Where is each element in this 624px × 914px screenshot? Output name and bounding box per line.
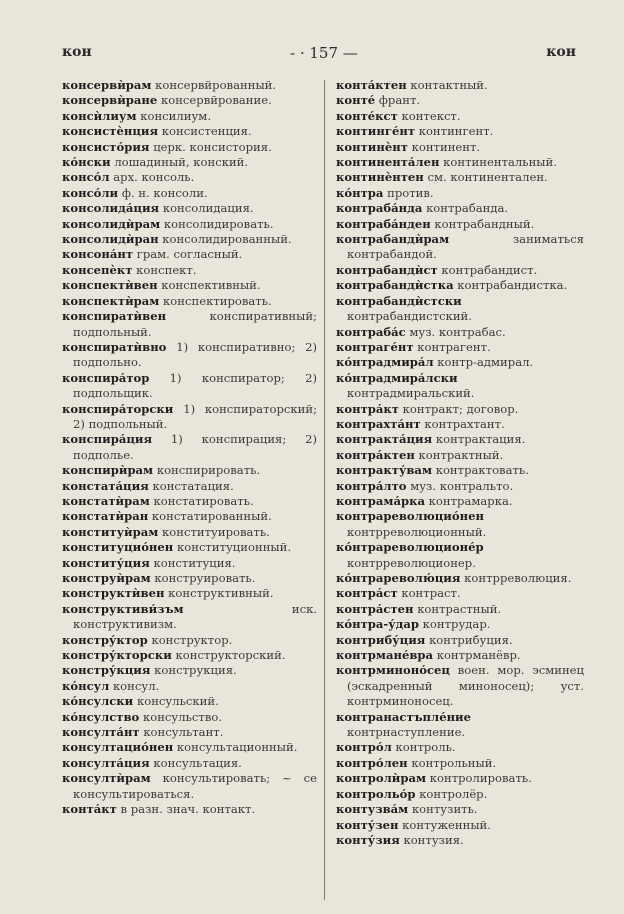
dictionary-entry (62, 633, 317, 648)
headword: ко́нтрадмира́лски (336, 370, 458, 385)
headword: контрама́рка (336, 493, 425, 508)
translation: 1) конспиративно; 2) подпольно. (73, 339, 318, 370)
translation: грам. согласный. (136, 247, 243, 262)
dictionary-entry (62, 586, 317, 601)
headword: конту́зия (336, 832, 400, 847)
dictionary-entry (336, 818, 584, 833)
headword: контрибу́ция (336, 632, 426, 647)
dictionary-entry (62, 602, 317, 633)
dictionary-entry (336, 340, 584, 355)
headword: консепѐкт (62, 262, 133, 277)
headword: конта́ктен (336, 78, 407, 92)
headword: констру́ктор (62, 632, 148, 647)
column-divider (324, 80, 325, 900)
dictionary-entry (62, 802, 317, 817)
headword: ко́нтрареволю́ция (336, 571, 461, 585)
translation: иск. конструктивизм. (73, 601, 317, 632)
dictionary-entry (336, 448, 584, 463)
headword: консо́ли (62, 185, 119, 200)
translation: консультационный. (176, 740, 298, 755)
translation: контрадмиральский. (347, 386, 475, 401)
translation: конструктивный. (168, 586, 274, 601)
translation: франт. (378, 93, 421, 108)
left-column (62, 78, 317, 818)
translation: контр-адмирал. (437, 355, 534, 370)
translation: 1) конспиратор; 2) подпольщик. (73, 370, 317, 401)
dictionary-entry (62, 463, 317, 478)
dictionary-entry (62, 648, 317, 663)
translation: воен. мор. эсминец (эскадренный миноносец); уст. контрминоносец. (347, 663, 584, 709)
dictionary-entry (336, 617, 584, 632)
headword: консулта́нт (62, 725, 140, 740)
translation: консультация. (153, 755, 242, 770)
dictionary-entry (336, 155, 584, 170)
headword: конструѝрам (62, 571, 151, 585)
headword: консисто́рия (62, 139, 150, 154)
dictionary-entry (62, 756, 317, 771)
headword: ко́нсулски (62, 694, 134, 709)
headword: континента́лен (336, 155, 440, 170)
headword: констатѝрам (62, 493, 150, 508)
dictionary-entry (336, 93, 584, 108)
translation: контекст. (401, 108, 461, 123)
headword: контранастъпле́ние (336, 709, 472, 724)
translation: конспирировать. (156, 463, 261, 478)
dictionary-entry (336, 417, 584, 432)
dictionary-entry (62, 479, 317, 494)
translation: церк. консистория. (153, 139, 272, 154)
headword: контрольо́р (336, 786, 416, 801)
translation: контрабандный. (434, 216, 535, 231)
translation: консилиум. (140, 108, 212, 123)
dictionary-entry (62, 263, 317, 278)
dictionary-entry (336, 509, 584, 540)
translation: консолидировать. (163, 216, 274, 231)
dictionary-entry (336, 78, 584, 93)
headword: конспира́торски (62, 401, 174, 416)
dictionary-entry (62, 340, 317, 371)
headword: конспиратѝвен (62, 309, 167, 324)
translation: контрабандист. (441, 262, 538, 277)
translation: консолидация. (162, 201, 254, 216)
dictionary-entry (336, 201, 584, 216)
dictionary-entry (336, 756, 584, 771)
translation: ф. н. консоли. (121, 185, 208, 200)
dictionary-entry (336, 170, 584, 185)
dictionary-entry (336, 540, 584, 571)
headword: конспира́тор (62, 370, 150, 385)
headword: конспира́ция (62, 432, 153, 447)
headword: консолидѝран (62, 232, 159, 247)
headword: контро́л (336, 740, 392, 755)
header-right-guide-word: кон (546, 44, 576, 60)
translation: см. континентален. (427, 170, 548, 185)
headword: контра́ст (336, 586, 398, 601)
translation: контрахтант. (424, 416, 505, 431)
translation: контрреволюционный. (347, 524, 487, 539)
headword: контра́стен (336, 601, 414, 616)
dictionary-entry (62, 694, 317, 709)
dictionary-entry (336, 602, 584, 617)
headword: консѝлиум (62, 108, 137, 123)
headword: контраба́с (336, 324, 406, 339)
dictionary-entry (62, 525, 317, 540)
headword: консервѝрам (62, 78, 152, 92)
translation: контролёр. (419, 786, 488, 801)
translation: муз. контральто. (410, 478, 514, 493)
dictionary-entry (62, 571, 317, 586)
headword: конструктѝвен (62, 586, 165, 601)
translation: континент. (411, 139, 481, 154)
translation: конспиративный; подпольный. (73, 309, 317, 339)
dictionary-entry (336, 217, 584, 232)
translation: конституция. (153, 555, 236, 570)
headword: контра́кт (336, 401, 399, 416)
dictionary-entry (62, 93, 317, 108)
headword: контрабандѝрам (336, 232, 450, 247)
translation: контрабандистка. (457, 278, 568, 293)
translation: контрабандистский. (347, 309, 472, 324)
dictionary-entry (62, 679, 317, 694)
translation: контроль. (395, 740, 456, 755)
headword: конструктиви́зъм (62, 601, 184, 616)
dictionary-entry (62, 109, 317, 124)
dictionary-entry (62, 140, 317, 155)
headword: контрабандѝст (336, 262, 438, 277)
headword: конститу́ция (62, 555, 150, 570)
dictionary-entry (336, 124, 584, 139)
dictionary-entry (62, 124, 317, 139)
page-number: - · 157 — (290, 44, 358, 62)
dictionary-entry (336, 787, 584, 802)
dictionary-entry (336, 802, 584, 817)
headword: контролѝрам (336, 771, 427, 786)
headword: контрареволюцио́нен (336, 509, 484, 524)
headword: консултацио́нен (62, 740, 174, 755)
dictionary-entry (336, 463, 584, 478)
headword: континѐнт (336, 139, 408, 154)
translation: конструктор. (151, 632, 233, 647)
translation: конспект. (136, 262, 197, 277)
translation: конституировать. (162, 524, 270, 539)
translation: контрабанда. (426, 201, 509, 216)
dictionary-entry (62, 201, 317, 216)
translation: конспективный. (161, 278, 261, 293)
translation: муз. контрабас. (409, 324, 506, 339)
dictionary-entry (336, 494, 584, 509)
dictionary-entry (336, 833, 584, 848)
translation: контрольный. (411, 755, 497, 770)
headword: контракту́вам (336, 463, 433, 478)
dictionary-entry (336, 140, 584, 155)
dictionary-entry (336, 278, 584, 293)
dictionary-entry (336, 109, 584, 124)
dictionary-entry (62, 540, 317, 555)
headword: консистѐнция (62, 124, 159, 139)
translation: контузия. (403, 832, 464, 847)
dictionary-entry (62, 556, 317, 571)
headword: конспектѝрам (62, 293, 160, 308)
translation: контролировать. (429, 771, 532, 786)
translation: контингент. (418, 124, 494, 139)
dictionary-entry (62, 170, 317, 185)
headword: ко́нсулство (62, 709, 140, 724)
dictionary-entry (336, 232, 584, 263)
headword: конте́ (336, 93, 376, 108)
dictionary-entry (336, 355, 584, 370)
headword: конспирѝрам (62, 463, 154, 478)
translation: консул. (112, 678, 160, 693)
translation: констатировать. (153, 493, 254, 508)
headword: констата́ция (62, 478, 149, 493)
headword: контро́лен (336, 755, 408, 770)
translation: конституционный. (176, 540, 292, 555)
dictionary-entry (336, 663, 584, 709)
headword: континге́нт (336, 124, 416, 139)
translation: заниматься контрабандой. (347, 232, 584, 262)
translation: континентальный. (443, 155, 557, 170)
translation: констатация. (152, 478, 234, 493)
headword: конституѝрам (62, 524, 159, 539)
translation: консульство. (142, 709, 223, 724)
dictionary-entry (62, 509, 317, 524)
dictionary-entry (62, 740, 317, 755)
headword: континѐнтен (336, 170, 424, 185)
translation: контрреволюционер. (347, 555, 476, 570)
dictionary-entry (336, 740, 584, 755)
headword: конспектѝвен (62, 278, 158, 293)
headword: контрминоно́сец (336, 663, 450, 678)
translation: лошадиный, конский. (114, 155, 249, 170)
dictionary-entry (336, 710, 584, 741)
translation: контраст. (401, 586, 461, 601)
translation: контрманёвр. (436, 648, 521, 663)
headword: консолида́ция (62, 201, 160, 216)
headword: контра́ктен (336, 447, 415, 462)
translation: в разн. знач. контакт. (120, 802, 256, 817)
translation: консульский. (136, 694, 219, 709)
translation: контракт; договор. (402, 401, 519, 416)
dictionary-entry (336, 186, 584, 201)
translation: контрамарка. (428, 493, 513, 508)
headword: контра́лто (336, 478, 407, 493)
headword: конспиратѝвно (62, 339, 167, 354)
headword: консо́л (62, 170, 110, 185)
translation: конструировать. (154, 571, 256, 585)
headword: контрахта́нт (336, 416, 421, 431)
dictionary-entry (62, 217, 317, 232)
dictionary-entry (62, 232, 317, 247)
translation: контрудар. (422, 617, 491, 632)
translation: против. (387, 185, 434, 200)
headword: ко́нски (62, 155, 111, 170)
headword: ко́нтрадмира́л (336, 355, 434, 370)
headword: контраге́нт (336, 339, 414, 354)
dictionary-entry (62, 371, 317, 402)
translation: консультировать; ~ се консультироваться. (73, 771, 318, 801)
headword: консулта́ция (62, 755, 150, 770)
translation: контрреволюция. (464, 571, 572, 585)
headword: констру́кция (62, 663, 151, 678)
translation: 1) конспирация; 2) подполье. (73, 432, 318, 462)
header-left-guide-word: кон (62, 44, 92, 60)
headword: ко́нтра (336, 185, 384, 200)
translation: консультант. (143, 725, 224, 740)
dictionary-entry (336, 432, 584, 447)
translation: контрастный. (417, 601, 502, 616)
headword: конституцио́нен (62, 540, 174, 555)
headword: конта́кт (62, 802, 117, 817)
translation: контактный. (410, 78, 488, 92)
translation: контрактация. (435, 432, 526, 447)
headword: консултѝрам (62, 771, 151, 786)
dictionary-entry (62, 402, 317, 433)
translation: консистенция. (161, 124, 252, 139)
dictionary-entry (62, 710, 317, 725)
translation: конструкторский. (175, 648, 286, 663)
headword: консона́нт (62, 247, 134, 262)
headword: ко́нтрареволюционе́р (336, 540, 484, 555)
translation: конспектировать. (163, 293, 272, 308)
dictionary-entry (62, 771, 317, 802)
headword: контраба́нда (336, 201, 423, 216)
dictionary-entry (336, 325, 584, 340)
headword: контрабандѝстка (336, 278, 454, 293)
translation: контрактный. (418, 447, 504, 462)
translation: контрнаступление. (347, 725, 466, 740)
translation: арх. консоль. (113, 170, 195, 185)
dictionary-entry (336, 402, 584, 417)
dictionary-entry (336, 294, 584, 325)
dictionary-entry (336, 263, 584, 278)
headword: ко́нсул (62, 678, 110, 693)
headword: контрабандѝстски (336, 293, 462, 308)
headword: контраба́нден (336, 216, 431, 231)
dictionary-entry (336, 586, 584, 601)
headword: контрмане́вра (336, 648, 434, 663)
translation: контрактовать. (435, 463, 529, 478)
dictionary-entry (62, 294, 317, 309)
translation: контрагент. (417, 339, 491, 354)
translation: 1) конспираторский; 2) подпольный. (73, 401, 317, 431)
headword: конте́кст (336, 108, 398, 123)
dictionary-entry (336, 648, 584, 663)
dictionary-entry (62, 247, 317, 262)
dictionary-entry (336, 633, 584, 648)
headword: констатѝран (62, 509, 149, 524)
translation: консервйрование. (160, 93, 272, 108)
headword: консервѝране (62, 93, 158, 108)
dictionary-entry (62, 155, 317, 170)
dictionary-entry (62, 663, 317, 678)
headword: контракта́ция (336, 432, 433, 447)
dictionary-entry (336, 571, 584, 586)
headword: контузва́м (336, 802, 409, 817)
dictionary-entry (62, 78, 317, 93)
headword: консолидѝрам (62, 216, 161, 231)
dictionary-entry (62, 186, 317, 201)
dictionary-entry (62, 725, 317, 740)
translation: контрибуция. (429, 632, 513, 647)
dictionary-entry (62, 309, 317, 340)
translation: констатированный. (151, 509, 272, 524)
dictionary-entry (336, 479, 584, 494)
dictionary-entry (62, 494, 317, 509)
translation: контуженный. (402, 817, 491, 832)
translation: консолидированный. (162, 232, 292, 247)
dictionary-entry (62, 432, 317, 463)
dictionary-entry (336, 771, 584, 786)
translation: консервйрованный. (155, 78, 277, 92)
translation: контузить. (411, 802, 478, 817)
dictionary-entry (336, 371, 584, 402)
translation: конструкция. (154, 663, 237, 678)
right-column (336, 78, 584, 848)
headword: ко́нтра-у́дар (336, 617, 419, 632)
dictionary-entry (62, 278, 317, 293)
headword: констру́кторски (62, 648, 172, 663)
headword: конту́зен (336, 817, 399, 832)
